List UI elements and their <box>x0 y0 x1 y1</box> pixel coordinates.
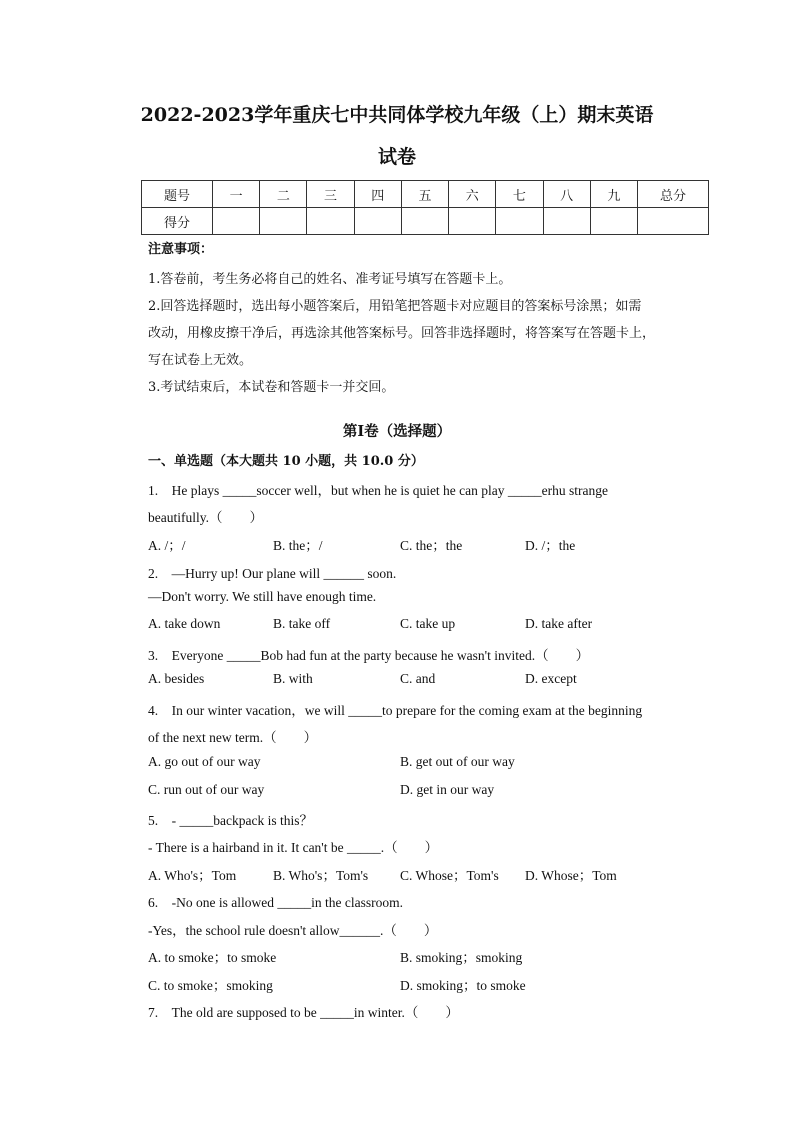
question-3-line1: 3. Everyone _____Bob had fun at the party because he wasn't invited.（ ） <box>148 648 590 663</box>
question-3-option-a: A. besides <box>148 671 205 686</box>
question-1-option-a: A. /；/ <box>148 538 186 553</box>
score-cell: 一 <box>213 181 260 208</box>
question-6-option-a: A. to smoke；to smoke <box>148 950 277 965</box>
score-label-cell: 得分 <box>142 208 213 235</box>
score-input-cell <box>496 208 543 235</box>
score-input-cell <box>354 208 401 235</box>
question-7-line1: 7. The old are supposed to be _____in winter.（ ） <box>148 1005 459 1020</box>
score-input-cell <box>590 208 637 235</box>
note-1: 1.答卷前，考生务必将自己的姓名、准考证号填写在答题卡上。 <box>148 272 512 287</box>
exam-title-line1: 2022-2023学年重庆七中共同体学校九年级（上）期末英语 <box>140 104 654 126</box>
question-6-line1: 6. -No one is allowed _____in the classroom. <box>148 895 403 910</box>
question-6-line2: -Yes，the school rule doesn't allow______.（ ） <box>148 923 438 938</box>
question-4-option-d: D. get in our way <box>400 782 495 797</box>
question-2-option-a: A. take down <box>148 616 221 631</box>
score-cell: 二 <box>260 181 307 208</box>
question-2-line2: —Don't worry. We still have enough time. <box>148 589 377 604</box>
note-2-line2: 改动，用橡皮擦干净后，再选涂其他答案标号。回答非选择题时，将答案写在答题卡上， <box>148 326 656 341</box>
question-1-option-d: D. /；the <box>525 538 576 553</box>
question-6-option-d: D. smoking；to smoke <box>400 978 526 993</box>
question-2-option-d: D. take after <box>525 616 593 631</box>
score-cell: 五 <box>401 181 448 208</box>
score-cell: 三 <box>307 181 354 208</box>
question-6-option-b: B. smoking；smoking <box>400 950 523 965</box>
score-cell: 题号 <box>142 181 213 208</box>
score-cell: 总分 <box>638 181 709 208</box>
question-4-option-b: B. get out of our way <box>400 754 515 769</box>
question-3-option-c: C. and <box>400 671 436 686</box>
question-3-option-d: D. except <box>525 671 577 686</box>
note-2-line3: 写在试卷上无效。 <box>148 353 253 368</box>
score-cell: 七 <box>496 181 543 208</box>
part-heading: 一、单选题（本大题共 10 小题，共 10.0 分） <box>148 454 424 469</box>
score-table <box>141 180 709 235</box>
question-4-line1: 4. In our winter vacation，we will _____to prepare for the coming exam at the beginning <box>148 703 643 718</box>
score-input-cell <box>307 208 354 235</box>
score-input-cell <box>260 208 307 235</box>
question-1-option-b: B. the；/ <box>273 538 323 553</box>
question-5-option-d: D. Whose；Tom <box>525 868 617 883</box>
score-input-cell <box>543 208 590 235</box>
section-title: 第Ⅰ卷（选择题） <box>342 423 452 440</box>
question-1-line2: beautifully.（ ） <box>148 510 263 525</box>
question-4-option-a: A. go out of our way <box>148 754 261 769</box>
score-input-cell <box>638 208 709 235</box>
question-4-line2: of the next new term.（ ） <box>148 730 318 745</box>
score-cell: 四 <box>354 181 401 208</box>
note-2-line1: 2.回答选择题时，选出每小题答案后，用铅笔把答题卡对应题目的答案标号涂黑；如需 <box>148 299 642 314</box>
question-2-option-b: B. take off <box>273 616 331 631</box>
question-5-option-c: C. Whose；Tom's <box>400 868 499 883</box>
question-2-line1: 2. —Hurry up! Our plane will ______ soon. <box>148 566 397 581</box>
score-input-cell <box>401 208 448 235</box>
question-2-option-c: C. take up <box>400 616 456 631</box>
question-1-option-c: C. the；the <box>400 538 463 553</box>
score-cell: 八 <box>543 181 590 208</box>
exam-title-line2: 试卷 <box>377 146 416 168</box>
question-5-line2: - There is a hairband in it. It can't be _____.（ ） <box>148 840 439 855</box>
question-4-option-c: C. run out of our way <box>148 782 265 797</box>
question-3-option-b: B. with <box>273 671 313 686</box>
score-table-header-row <box>142 181 709 208</box>
score-input-cell <box>449 208 496 235</box>
score-table-score-row <box>142 208 709 235</box>
question-5-option-b: B. Who's；Tom's <box>273 868 369 883</box>
score-input-cell <box>213 208 260 235</box>
score-cell: 九 <box>590 181 637 208</box>
question-5-line1: 5. - _____backpack is this？ <box>148 813 313 828</box>
question-1-line1: 1. He plays _____soccer well，but when he is quiet he can play _____erhu strange <box>148 483 609 498</box>
score-cell: 六 <box>449 181 496 208</box>
notes-heading: 注意事项： <box>148 242 214 257</box>
question-5-option-a: A. Who's；Tom <box>148 868 237 883</box>
note-3: 3.考试结束后，本试卷和答题卡一并交回。 <box>148 380 395 395</box>
question-6-option-c: C. to smoke；smoking <box>148 978 273 993</box>
